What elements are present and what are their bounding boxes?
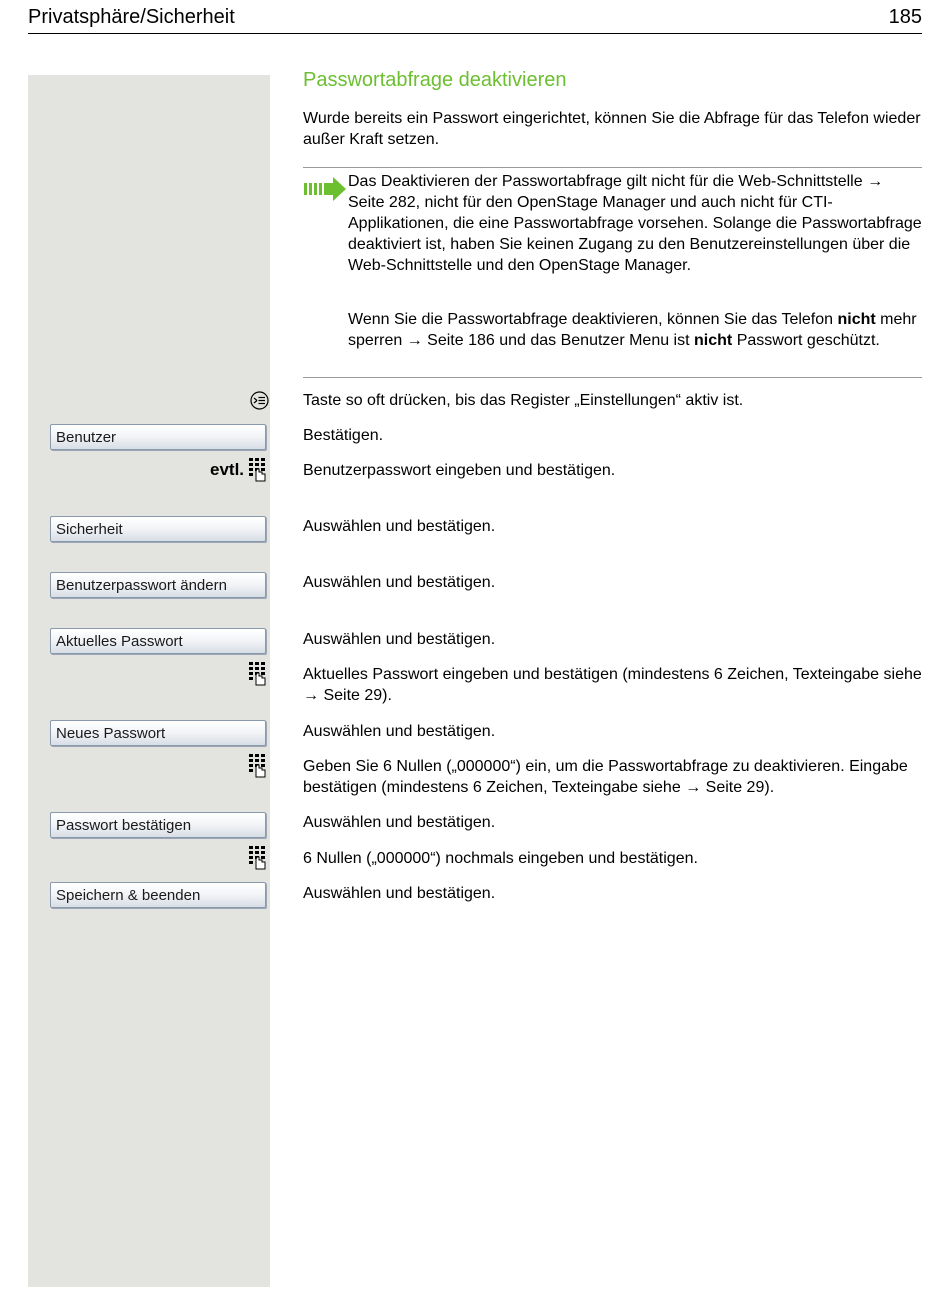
- note-emphasis-1: nicht: [837, 311, 876, 328]
- note-text-2a: Wenn Sie die Passwortabfrage deaktivieren, können Sie das Telefon: [348, 311, 834, 328]
- step-text-2: Bestätigen.: [303, 427, 384, 444]
- step-text-9a: Geben Sie 6 Nullen („000000“) ein, um die Passwortabfrage zu deaktivieren. Eingabe bestätigen (mindestens 6 Zeichen, Texteingabe siehe: [303, 758, 908, 796]
- softkey-passwort-bestaetigen[interactable]: Passwort bestätigen: [50, 812, 266, 838]
- note-top-divider: [303, 167, 922, 168]
- note-bottom-divider: [303, 377, 922, 378]
- page-reference[interactable]: Seite 282: [348, 194, 416, 211]
- step-text-8: Auswählen und bestätigen.: [303, 723, 496, 740]
- step-text-10: Auswählen und bestätigen.: [303, 814, 496, 831]
- arrow-ref-icon: →: [685, 779, 702, 796]
- note-text-2b: mehr sperren: [348, 311, 917, 349]
- note-paragraph-1: [348, 171, 922, 276]
- step-text-7a: Aktuelles Passwort eingeben und bestätigen (mindestens 6 Zeichen, Texteingabe siehe: [303, 666, 922, 683]
- note-paragraph-2: [348, 309, 922, 351]
- softkey-sicherheit[interactable]: Sicherheit: [50, 516, 266, 542]
- softkey-benutzerpasswort-aendern[interactable]: Benutzerpasswort ändern: [50, 572, 266, 598]
- step-text-4: Auswählen und bestätigen.: [303, 518, 496, 535]
- keypad-icon: [248, 845, 268, 871]
- arrow-note-icon: [303, 176, 347, 202]
- softkey-neues-passwort[interactable]: Neues Passwort: [50, 720, 266, 746]
- arrow-ref-icon: →: [303, 687, 319, 704]
- step-text-6: Auswählen und bestätigen.: [303, 631, 496, 648]
- note-text-2c: und das Benutzer Menu ist: [499, 332, 690, 349]
- softkey-benutzer[interactable]: Benutzer: [50, 424, 266, 450]
- note-text-1a: Das Deaktivieren der Passwortabfrage gilt nicht für die Web-Schnittstelle: [348, 173, 863, 190]
- page-reference[interactable]: Seite 186: [427, 332, 495, 349]
- step-text-12: Auswählen und bestätigen.: [303, 885, 496, 902]
- step-text-7b: ).: [382, 687, 392, 704]
- softkey-speichern-beenden[interactable]: Speichern & beenden: [50, 882, 266, 908]
- step-text-3: Benutzerpasswort eingeben und bestätigen.: [303, 462, 616, 479]
- keypad-icon: [248, 753, 268, 779]
- page-header-title: Privatsphäre/Sicherheit: [28, 6, 235, 28]
- header-divider: [28, 33, 922, 34]
- keypad-icon: [248, 457, 268, 483]
- intro-text: Wurde bereits ein Passwort eingerichtet, können Sie die Abfrage für das Telefon wieder außer Kraft setzen.: [303, 110, 921, 148]
- step-text-5: Auswählen und bestätigen.: [303, 574, 496, 591]
- step-text-11: 6 Nullen („000000“) nochmals eingeben und bestätigen.: [303, 850, 698, 867]
- keypad-icon: [248, 661, 268, 687]
- sidebar-panel: [28, 75, 270, 1287]
- menu-icon: [250, 391, 269, 410]
- note-emphasis-2: nicht: [694, 332, 733, 349]
- page-reference[interactable]: Seite 29: [705, 779, 765, 796]
- arrow-ref-icon: →: [867, 173, 884, 190]
- note-text-1b: , nicht für den OpenStage Manager und auch nicht für CTI-Applikationen, die eine Passwortabfrage vorsehen. Solange die Passwortabfrage deaktiviert ist, haben Sie keinen Zugang zu den Benutzereinstellungen über die Web-Schnittstelle und den OpenStage Manager.: [348, 194, 922, 274]
- step-text-1: Taste so oft drücken, bis das Register „Einstellungen“ aktiv ist.: [303, 392, 744, 409]
- note-text-2d: Passwort geschützt.: [736, 332, 880, 349]
- step-text-9: [303, 756, 923, 798]
- step-text-9b: ).: [764, 779, 775, 796]
- section-title: Passwortabfrage deaktivieren: [303, 69, 567, 91]
- softkey-aktuelles-passwort[interactable]: Aktuelles Passwort: [50, 628, 266, 654]
- page-number: 185: [888, 6, 922, 28]
- step-text-7: [303, 664, 923, 706]
- page-reference[interactable]: Seite 29: [323, 687, 383, 704]
- arrow-ref-icon: →: [406, 332, 423, 349]
- optional-label: evtl.: [210, 460, 245, 479]
